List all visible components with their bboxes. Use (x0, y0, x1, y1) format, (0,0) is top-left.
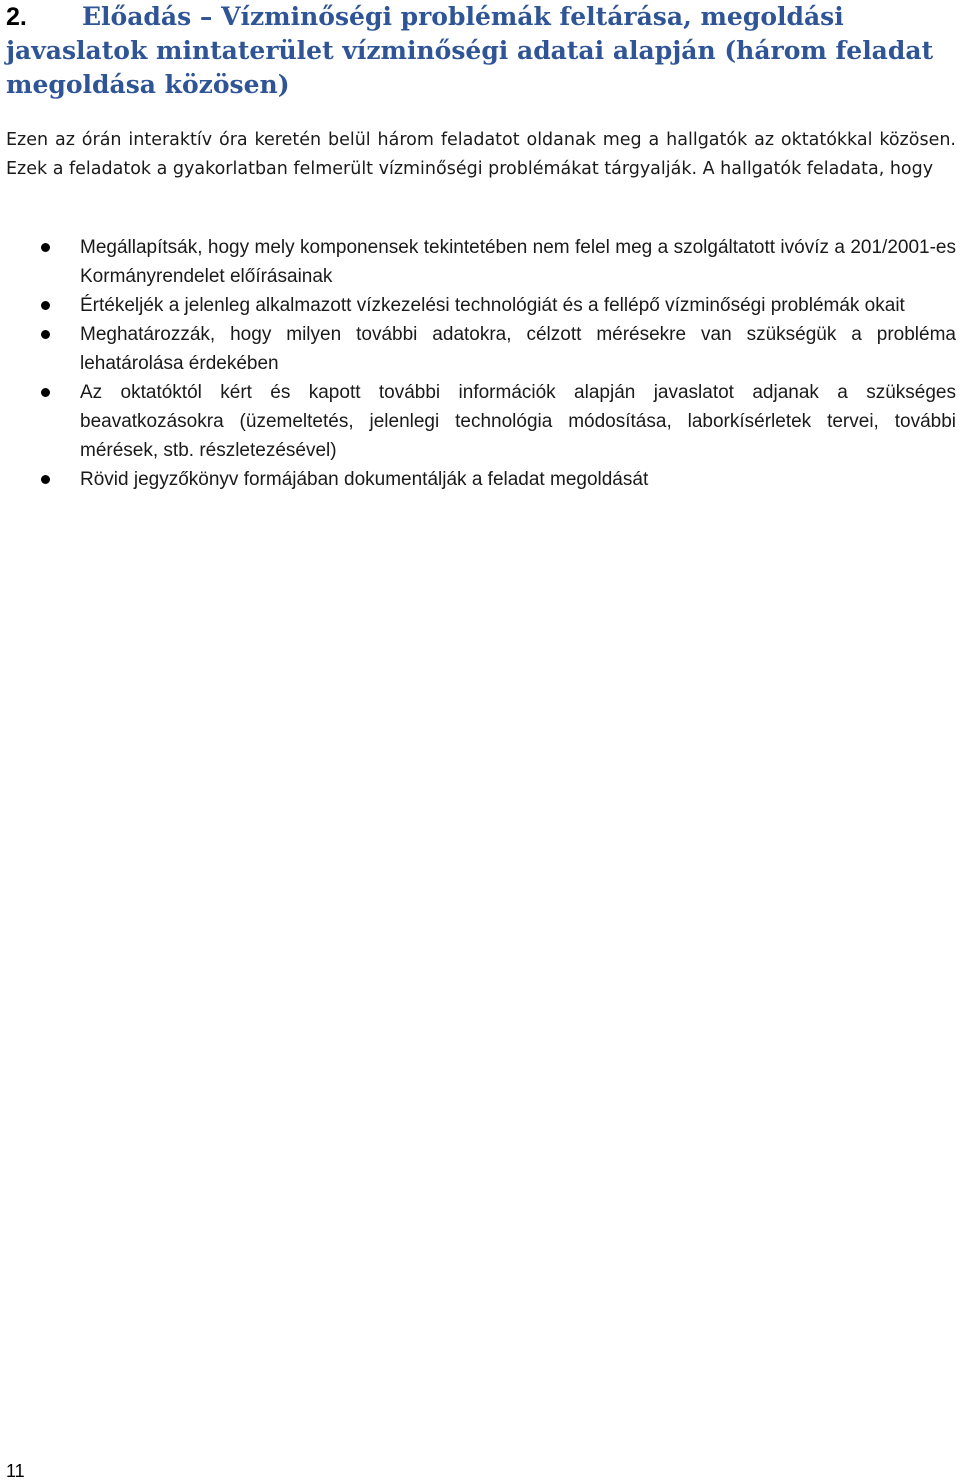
list-item-text: Megállapítsák, hogy mely komponensek tekintetében nem felel meg a szolgáltatott ivóvíz a 201/2001-es Kormányrendelet előírásainak (80, 237, 956, 287)
list-item-text: Értékeljék a jelenleg alkalmazott vízkezelési technológiát és a fellépő vízminőségi problémák okait (80, 295, 905, 316)
list-item (0, 291, 956, 320)
section-heading (6, 0, 956, 102)
list-item (0, 233, 956, 291)
list-item-text: Rövid jegyzőkönyv formájában dokumentálják a feladat megoldását (80, 469, 649, 490)
section-number: 2. (6, 3, 27, 31)
list-item (0, 378, 956, 465)
bullet-icon (41, 243, 50, 252)
page-number: 11 (6, 1461, 25, 1481)
bullet-icon (41, 301, 50, 310)
bullet-icon (41, 388, 50, 397)
list-item (0, 320, 956, 378)
task-list (0, 233, 956, 494)
list-item-text: Meghatározzák, hogy milyen további adatokra, célzott mérésekre van szükségük a probléma lehatárolása érdekében (80, 324, 956, 374)
list-item-text: Az oktatóktól kért és kapott további információk alapján javaslatot adjanak a szükséges beavatkozásokra (üzemeltetés, jelenlegi technológia módosítása, laborkísérletek tervei, további mérések, stb. részletezésével) (80, 382, 956, 461)
bullet-icon (41, 475, 50, 484)
intro-paragraph: Ezen az órán interaktív óra keretén belül három feladatot oldanak meg a hallgatók az oktatókkal közösen. Ezek a feladatok a gyakorlatban felmerült vízminőségi problémákat tárgyalják. A hallgatók feladata, hogy (6, 130, 956, 179)
bullet-icon (41, 330, 50, 339)
list-item (0, 465, 956, 494)
section-title: Előadás – Vízminőségi problémák feltárása, megoldási javaslatok mintaterület vízminőségi adatai alapján (három feladat megoldása közösen) (6, 2, 934, 99)
